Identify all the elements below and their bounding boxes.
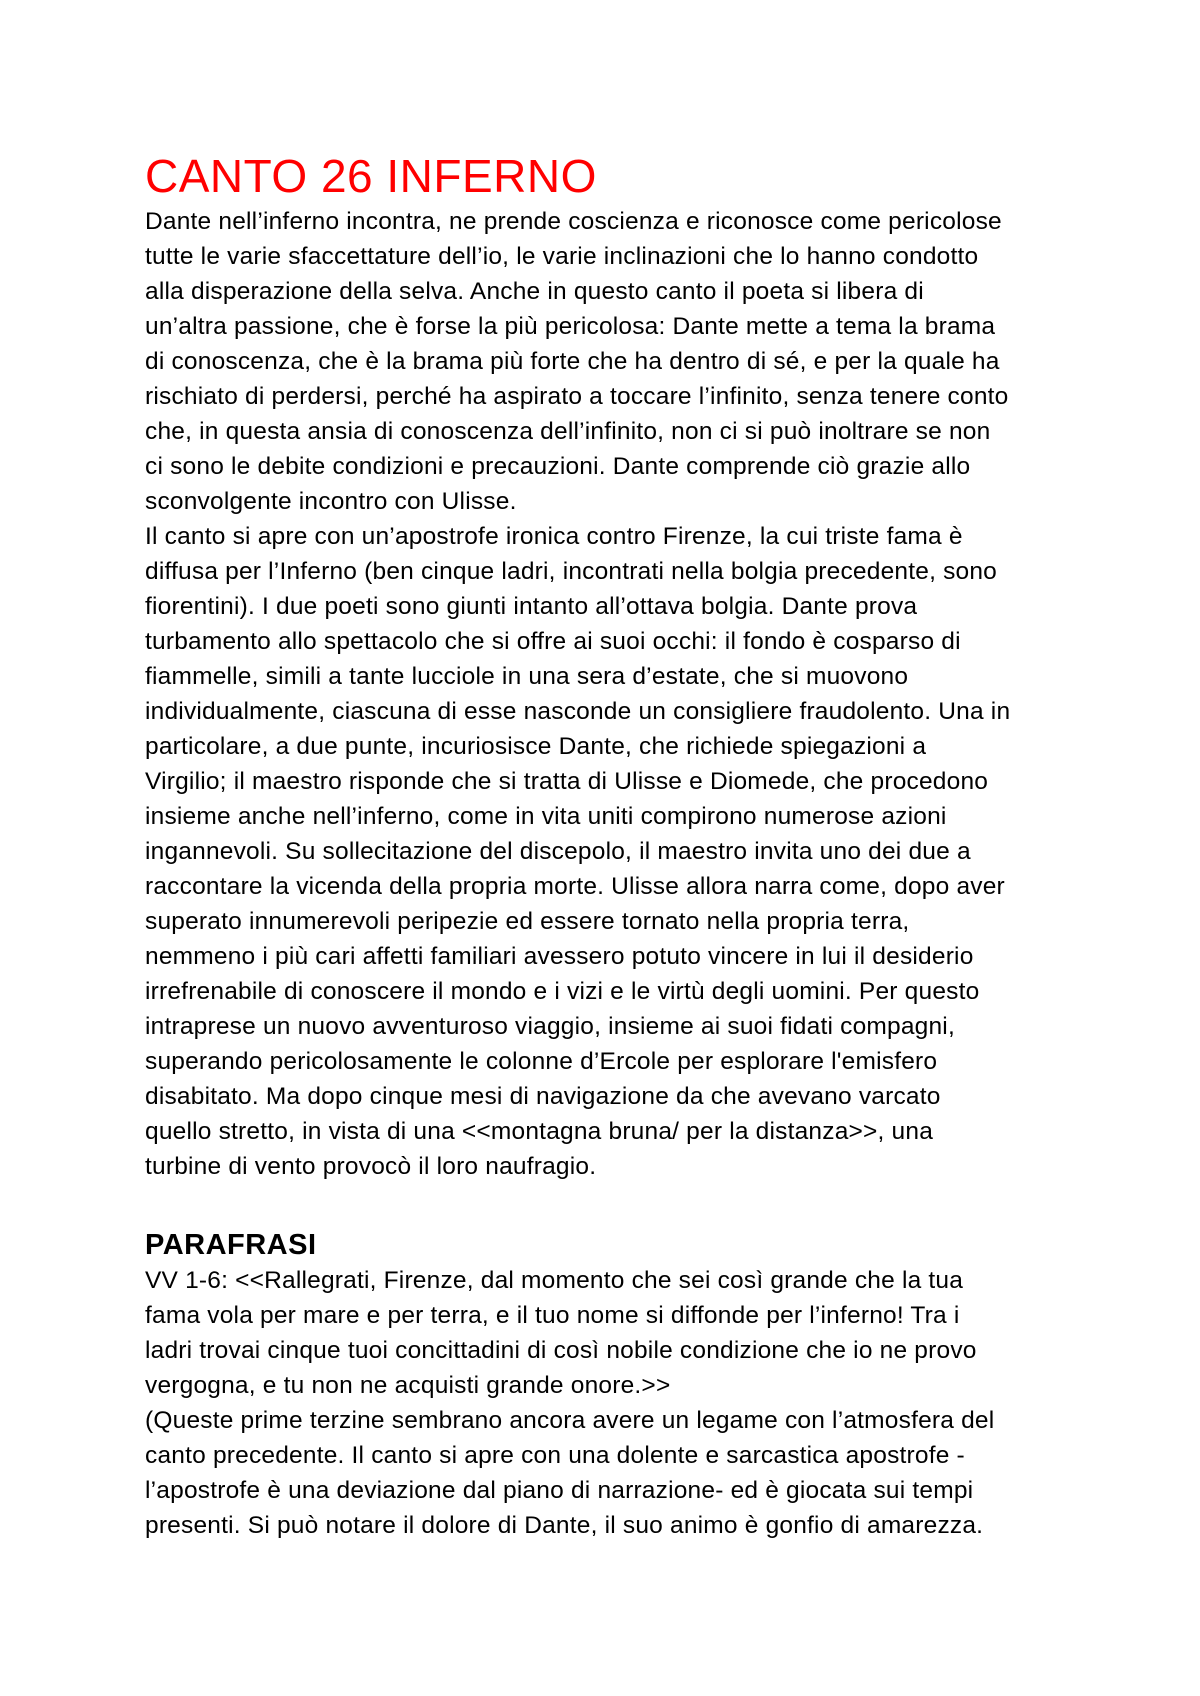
- commento-line: canto precedente. Il canto si apre con una dolente e sarcastica apostrofe -: [145, 1442, 965, 1469]
- summary-line: intraprese un nuovo avventuroso viaggio, insieme ai suoi fidati compagni,: [145, 1013, 955, 1040]
- intro-line: rischiato di perdersi, perché ha aspirato a toccare l’infinito, senza tenere conto: [145, 383, 1009, 410]
- document-body: [145, 148, 1085, 1543]
- summary-line: ingannevoli. Su sollecitazione del discepolo, il maestro invita uno dei due a: [145, 838, 971, 865]
- summary-line: Il canto si apre con un’apostrofe ironica contro Firenze, la cui triste fama è: [145, 523, 963, 550]
- summary-line: quello stretto, in vista di una <<montagna bruna/ per la distanza>>, una: [145, 1118, 934, 1145]
- parafrasi-line: VV 1-6: <<Rallegrati, Firenze, dal momento che sei così grande che la tua: [145, 1267, 964, 1294]
- commento-paragraph: [145, 1403, 1085, 1543]
- intro-line: tutte le varie sfaccettature dell’io, le varie inclinazioni che lo hanno condotto: [145, 243, 979, 270]
- intro-line: sconvolgente incontro con Ulisse.: [145, 488, 517, 515]
- summary-line: turbamento allo spettacolo che si offre ai suoi occhi: il fondo è cosparso di: [145, 628, 961, 655]
- summary-line: turbine di vento provocò il loro naufragio.: [145, 1153, 597, 1180]
- intro-line: che, in questa ansia di conoscenza dell’infinito, non ci si può inoltrare se non: [145, 418, 991, 445]
- summary-line: insieme anche nell’inferno, come in vita uniti compirono numerose azioni: [145, 803, 947, 830]
- intro-line: di conoscenza, che è la brama più forte che ha dentro di sé, e per la quale ha: [145, 348, 1000, 375]
- intro-line: ci sono le debite condizioni e precauzioni. Dante comprende ciò grazie allo: [145, 453, 971, 480]
- parafrasi-line: ladri trovai cinque tuoi concittadini di così nobile condizione che io ne provo: [145, 1337, 977, 1364]
- summary-line: raccontare la vicenda della propria morte. Ulisse allora narra come, dopo aver: [145, 873, 1005, 900]
- parafrasi-paragraph: [145, 1263, 1085, 1403]
- summary-line: diffusa per l’Inferno (ben cinque ladri, incontrati nella bolgia precedente, sono: [145, 558, 998, 585]
- summary-line: individualmente, ciascuna di esse nasconde un consigliere fraudolento. Una in: [145, 698, 1011, 725]
- summary-line: Virgilio; il maestro risponde che si tratta di Ulisse e Diomede, che procedono: [145, 768, 989, 795]
- summary-line: fiammelle, simili a tante lucciole in una sera d’estate, che si muovono: [145, 663, 909, 690]
- summary-paragraph: [145, 519, 1085, 1184]
- intro-line: alla disperazione della selva. Anche in questo canto il poeta si libera di: [145, 278, 924, 305]
- parafrasi-line: fama vola per mare e per terra, e il tuo nome si diffonde per l’inferno! Tra i: [145, 1302, 960, 1329]
- section-heading-parafrasi: PARAFRASI: [145, 1229, 317, 1261]
- commento-line: (Queste prime terzine sembrano ancora avere un legame con l’atmosfera del: [145, 1407, 995, 1434]
- summary-line: particolare, a due punte, incuriosisce Dante, che richiede spiegazioni a: [145, 733, 927, 760]
- intro-paragraph: [145, 204, 1085, 519]
- summary-line: nemmeno i più cari affetti familiari avessero potuto vincere in lui il desiderio: [145, 943, 974, 970]
- summary-line: superato innumerevoli peripezie ed essere tornato nella propria terra,: [145, 908, 910, 935]
- summary-line: disabitato. Ma dopo cinque mesi di navigazione da che avevano varcato: [145, 1083, 941, 1110]
- commento-line: presenti. Si può notare il dolore di Dante, il suo animo è gonfio di amarezza.: [145, 1512, 984, 1539]
- summary-line: superando pericolosamente le colonne d’Ercole per esplorare l'emisfero: [145, 1048, 938, 1075]
- page-title: CANTO 26 INFERNO: [145, 150, 597, 202]
- summary-line: irrefrenabile di conoscere il mondo e i vizi e le virtù degli uomini. Per questo: [145, 978, 980, 1005]
- intro-line: un’altra passione, che è forse la più pericolosa: Dante mette a tema la brama: [145, 313, 996, 340]
- intro-line: Dante nell’inferno incontra, ne prende coscienza e riconosce come pericolose: [145, 208, 1002, 235]
- summary-line: fiorentini). I due poeti sono giunti intanto all’ottava bolgia. Dante prova: [145, 593, 918, 620]
- commento-line: l’apostrofe è una deviazione dal piano di narrazione- ed è giocata sui tempi: [145, 1477, 974, 1504]
- parafrasi-line: vergogna, e tu non ne acquisti grande onore.>>: [145, 1372, 671, 1399]
